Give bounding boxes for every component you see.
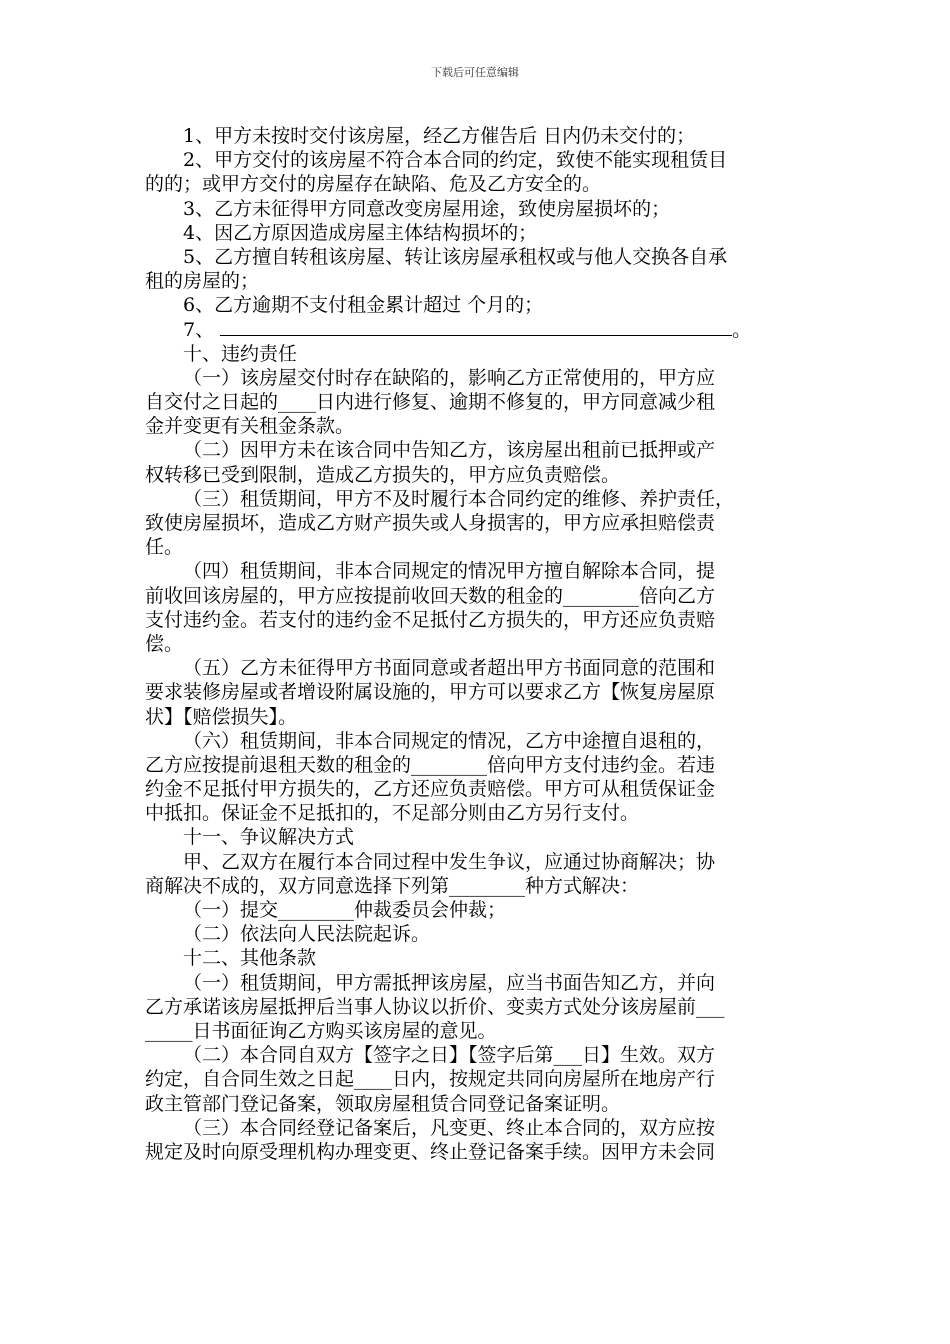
clause-line: 1、甲方未按时交付该房屋，经乙方催告后 日内仍未交付的； [183, 125, 696, 147]
clause-line: 的的；或甲方交付的房屋存在缺陷、危及乙方安全的。 [145, 173, 602, 196]
clause-line: （二）依法向人民法院起诉。 [183, 923, 431, 946]
clause-line: （三）本合同经登记备案后，凡变更、终止本合同的，双方应按 [183, 1116, 716, 1139]
clause-line: 金并变更有关租金条款。 [145, 415, 355, 438]
clause-line: 乙方承诺该房屋抵押后当事人协议以折价、变卖方式处分该房屋前___ [145, 995, 725, 1018]
clause-line: 自交付之日起的____日内进行修复、逾期不修复的，甲方同意减少租 [145, 391, 716, 414]
clause-line: （一）该房屋交付时存在缺陷的，影响乙方正常使用的，甲方应 [183, 366, 716, 389]
clause-line: 3、乙方未征得甲方同意改变房屋用途，致使房屋损坏的； [183, 197, 671, 220]
contract-body [145, 124, 805, 1164]
page-header: 下载后可任意编辑 [431, 66, 519, 79]
clause-line: （一）租赁期间，甲方需抵押该房屋，应当书面告知乙方，并向 [183, 971, 716, 994]
clause-line: 前收回该房屋的，甲方应按提前收回天数的租金的________倍向乙方 [145, 584, 716, 607]
clause-line: 支付违约金。若支付的违约金不足抵付乙方损失的，甲方还应负责赔 [145, 608, 716, 631]
clause-line: 规定及时向原受理机构办理变更、终止登记备案手续。因甲方未会同 [145, 1140, 716, 1163]
clause-line: 租的房屋的； [145, 270, 260, 293]
clause-line: _____日书面征询乙方购买该房屋的意见。 [145, 1019, 497, 1042]
clause-line: 任。 [145, 536, 184, 559]
section-heading: 十、违约责任 [183, 342, 298, 365]
clause-line-7 [145, 318, 805, 342]
clause-7-number: 7、 [183, 318, 215, 341]
clause-line: 状】【赔偿损失】。 [145, 705, 298, 728]
clause-line: 致使房屋损坏，造成乙方财产损失或人身损害的，甲方应承担赔偿责 [145, 512, 716, 534]
section-heading: 十二、其他条款 [183, 947, 317, 970]
blank-fill-line [220, 321, 732, 336]
clause-line: （三）租赁期间，甲方不及时履行本合同约定的维修、养护责任， [183, 487, 735, 510]
clause-line: 6、乙方逾期不支付租金累计超过 个月的； [183, 294, 544, 317]
clause-line: 4、因乙方原因造成房屋主体结构损坏的； [183, 221, 538, 244]
clause-line: （二）本合同自双方【签字之日】【签字后第___日】生效。双方 [183, 1044, 716, 1067]
clause-line: 要求装修房屋或者增设附属设施的，甲方可以要求乙方【恢复房屋原 [145, 681, 716, 704]
clause-line: 政主管部门登记备案，领取房屋租赁合同登记备案证明。 [145, 1092, 621, 1115]
clause-line: 偿。 [145, 632, 184, 655]
clause-line: 商解决不成的，双方同意选择下列第________种方式解决： [145, 874, 640, 897]
clause-line: （一）提交________仲裁委员会仲裁； [183, 899, 507, 921]
section-heading: 十一、争议解决方式 [183, 826, 355, 849]
clause-line: （五）乙方未征得甲方书面同意或者超出甲方书面同意的范围和 [183, 657, 716, 680]
clause-line: 权转移已受到限制，造成乙方损失的，甲方应负责赔偿。 [145, 463, 621, 486]
clause-line: （六）租赁期间，非本合同规定的情况，乙方中途擅自退租的， [183, 729, 716, 752]
clause-line: （四）租赁期间，非本合同规定的情况甲方擅自解除本合同，提 [183, 560, 716, 583]
clause-line: 约金不足抵付甲方损失的，乙方还应负责赔偿。甲方可从租赁保证金 [145, 778, 716, 801]
clause-line: 中抵扣。保证金不足抵扣的，不足部分则由乙方另行支付。 [145, 802, 640, 825]
clause-line: 2、甲方交付的该房屋不符合本合同的约定，致使不能实现租赁目 [183, 149, 728, 172]
clause-line: 甲、乙双方在履行本合同过程中发生争议，应通过协商解决；协 [183, 850, 716, 873]
clause-line: 约定，自合同生效之日起____日内，按规定共同向房屋所在地房产行 [145, 1068, 716, 1091]
clause-line: 乙方应按提前退租天数的租金的________倍向甲方支付违约金。若违 [145, 753, 716, 776]
clause-line: 5、乙方擅自转租该房屋、转让该房屋承租权或与他人交换各自承 [183, 245, 728, 268]
clause-7-end: 。 [732, 318, 752, 341]
clause-line: （二）因甲方未在该合同中告知乙方，该房屋出租前已抵押或产 [183, 439, 716, 462]
